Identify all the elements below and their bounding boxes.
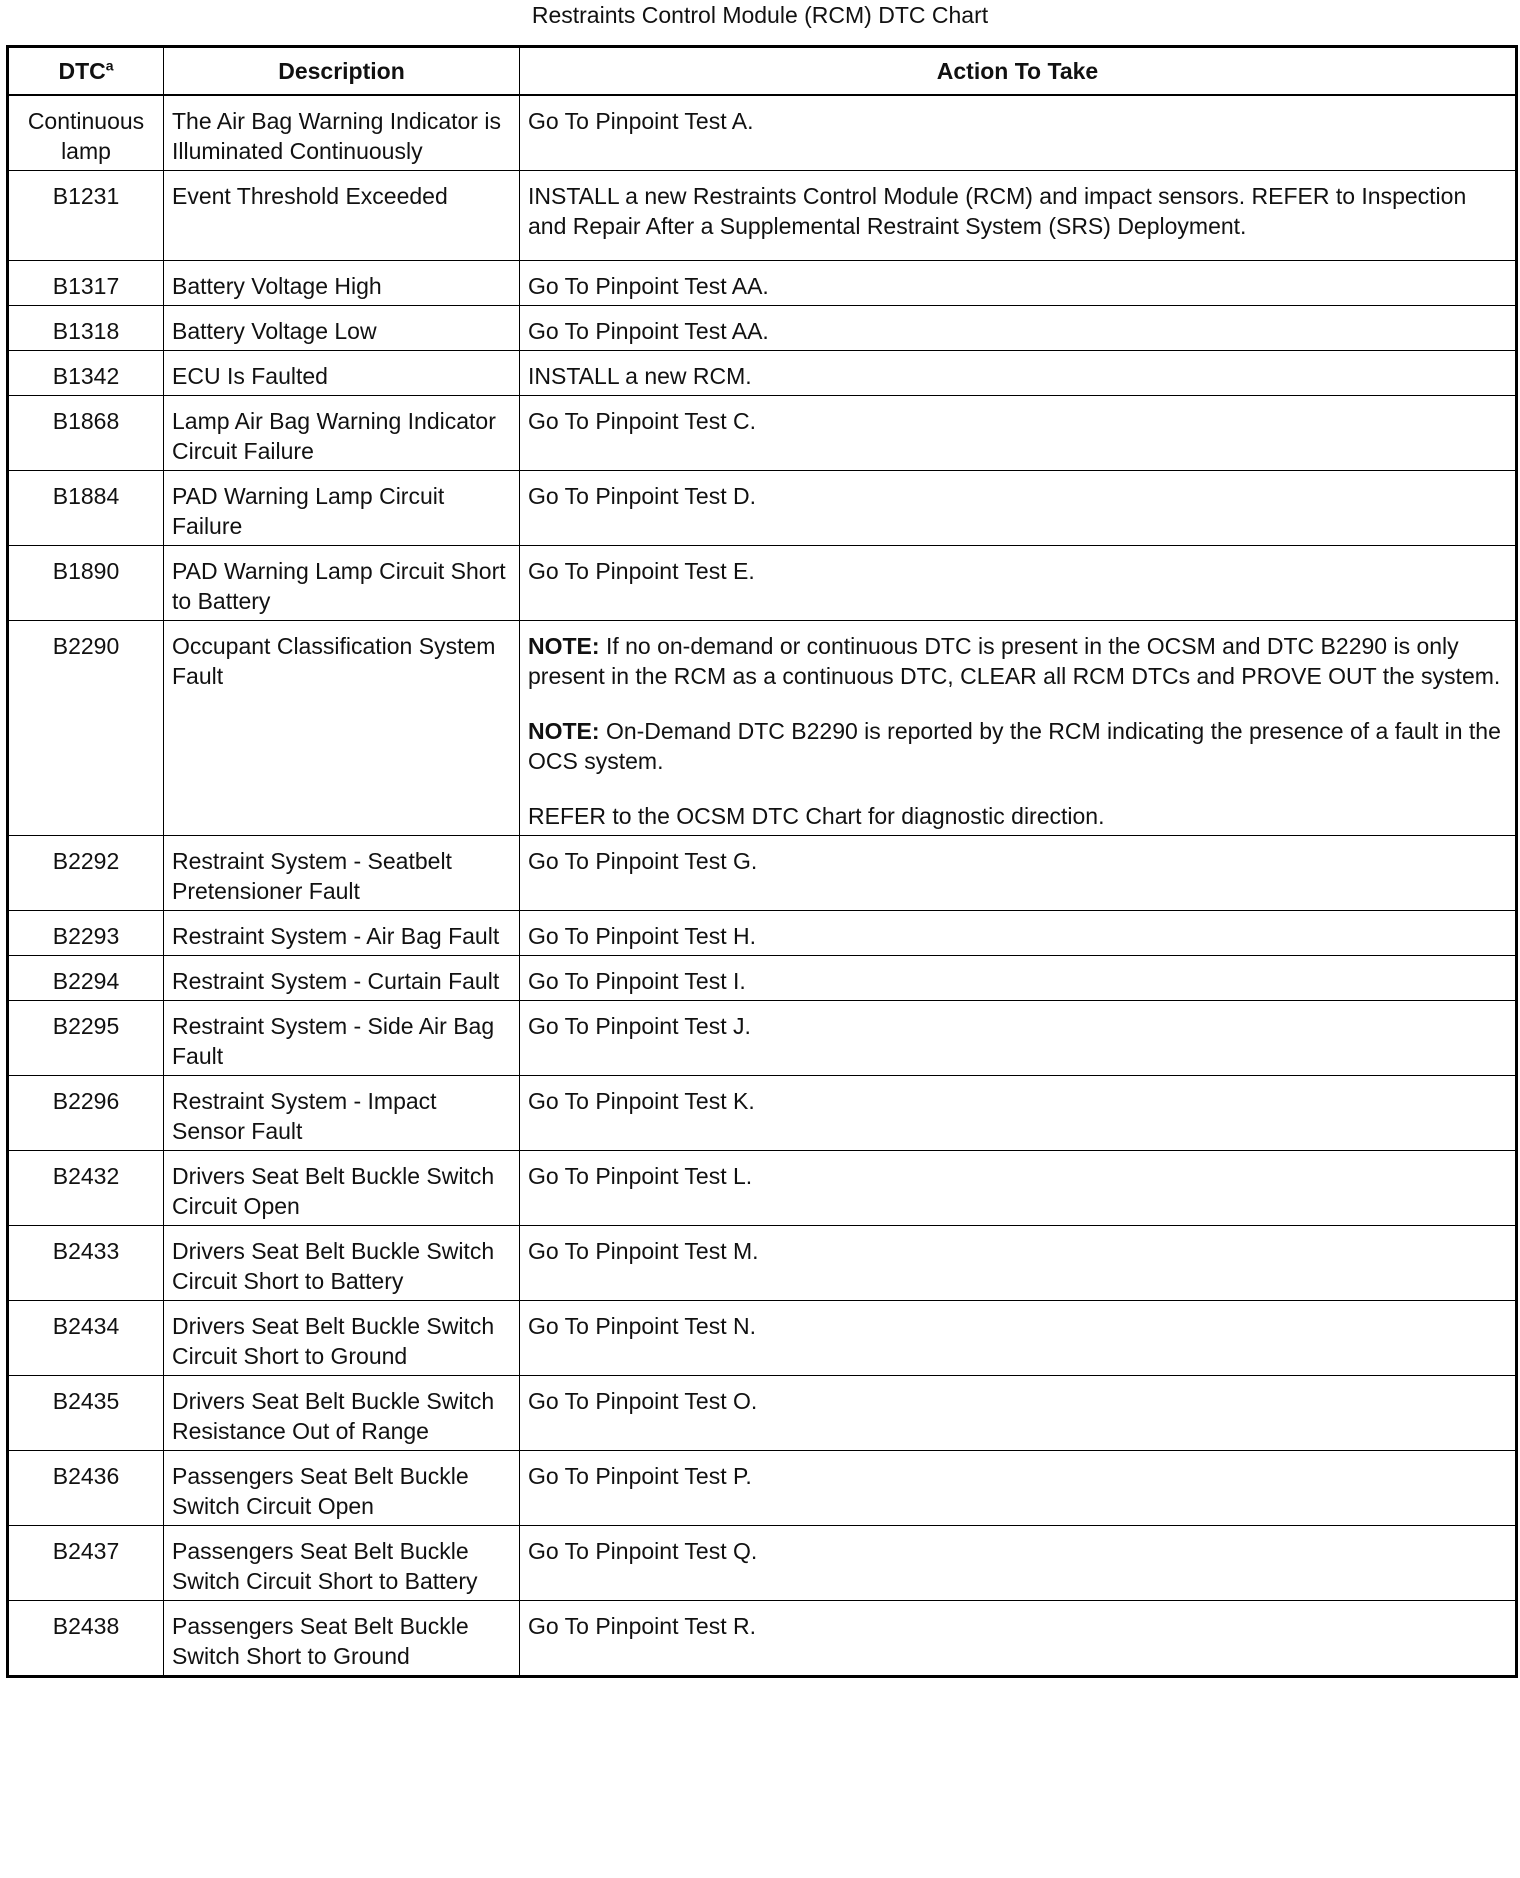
dtc-code: B2438 <box>8 1601 164 1677</box>
dtc-action: Go To Pinpoint Test P. <box>520 1451 1517 1526</box>
dtc-code: B2294 <box>8 956 164 1001</box>
dtc-description: Drivers Seat Belt Buckle Switch Circuit Open <box>164 1151 520 1226</box>
dtc-description: Battery Voltage Low <box>164 306 520 351</box>
dtc-action: Go To Pinpoint Test O. <box>520 1376 1517 1451</box>
action-note <box>528 716 1507 776</box>
table-row <box>8 1301 1517 1376</box>
table-row <box>8 171 1517 261</box>
table-row <box>8 1151 1517 1226</box>
dtc-code: Continuous lamp <box>8 95 164 171</box>
dtc-description: PAD Warning Lamp Circuit Short to Battery <box>164 546 520 621</box>
table-row <box>8 351 1517 396</box>
dtc-action: INSTALL a new Restraints Control Module (RCM) and impact sensors. REFER to Inspection and Repair After a Supplemental Restraint System (SRS) Deployment. <box>520 171 1517 261</box>
dtc-action: Go To Pinpoint Test G. <box>520 836 1517 911</box>
dtc-description: Occupant Classification System Fault <box>164 621 520 836</box>
table-header-row <box>8 47 1517 96</box>
dtc-code: B1342 <box>8 351 164 396</box>
note-text: On-Demand DTC B2290 is reported by the RCM indicating the presence of a fault in the OCS system. <box>528 718 1501 774</box>
dtc-description: Restraint System - Seatbelt Pretensioner Fault <box>164 836 520 911</box>
dtc-code: B1868 <box>8 396 164 471</box>
table-row <box>8 1451 1517 1526</box>
table-row <box>8 306 1517 351</box>
table-row <box>8 836 1517 911</box>
dtc-action <box>520 621 1517 836</box>
dtc-action: Go To Pinpoint Test AA. <box>520 306 1517 351</box>
action-note <box>528 631 1507 691</box>
dtc-action: Go To Pinpoint Test R. <box>520 1601 1517 1677</box>
table-row <box>8 956 1517 1001</box>
dtc-code: B1317 <box>8 261 164 306</box>
table-row <box>8 1526 1517 1601</box>
dtc-code: B2434 <box>8 1301 164 1376</box>
dtc-action: Go To Pinpoint Test Q. <box>520 1526 1517 1601</box>
dtc-table-body <box>8 95 1517 1677</box>
dtc-action: Go To Pinpoint Test H. <box>520 911 1517 956</box>
table-row <box>8 621 1517 836</box>
dtc-description: Restraint System - Curtain Fault <box>164 956 520 1001</box>
table-row <box>8 261 1517 306</box>
table-row <box>8 1076 1517 1151</box>
dtc-action: Go To Pinpoint Test E. <box>520 546 1517 621</box>
table-row <box>8 396 1517 471</box>
dtc-code: B2295 <box>8 1001 164 1076</box>
table-row <box>8 1601 1517 1677</box>
action-note <box>528 801 1507 831</box>
dtc-description: The Air Bag Warning Indicator is Illuminated Continuously <box>164 95 520 171</box>
dtc-code: B2290 <box>8 621 164 836</box>
dtc-code: B1231 <box>8 171 164 261</box>
table-row <box>8 546 1517 621</box>
note-label: NOTE: <box>528 633 600 659</box>
dtc-action: Go To Pinpoint Test N. <box>520 1301 1517 1376</box>
dtc-action: Go To Pinpoint Test M. <box>520 1226 1517 1301</box>
dtc-description: Restraint System - Impact Sensor Fault <box>164 1076 520 1151</box>
dtc-description: Lamp Air Bag Warning Indicator Circuit Failure <box>164 396 520 471</box>
table-row <box>8 471 1517 546</box>
page-title: Restraints Control Module (RCM) DTC Chart <box>531 2 989 28</box>
dtc-code: B1318 <box>8 306 164 351</box>
header-dtc-label: DTC <box>58 58 106 84</box>
dtc-code: B2435 <box>8 1376 164 1451</box>
dtc-description: Restraint System - Side Air Bag Fault <box>164 1001 520 1076</box>
dtc-action: Go To Pinpoint Test D. <box>520 471 1517 546</box>
dtc-action: Go To Pinpoint Test I. <box>520 956 1517 1001</box>
table-row <box>8 1001 1517 1076</box>
dtc-description: Battery Voltage High <box>164 261 520 306</box>
dtc-code: B2293 <box>8 911 164 956</box>
dtc-action: Go To Pinpoint Test C. <box>520 396 1517 471</box>
dtc-description: Restraint System - Air Bag Fault <box>164 911 520 956</box>
dtc-code: B2296 <box>8 1076 164 1151</box>
dtc-description: Drivers Seat Belt Buckle Switch Resistance Out of Range <box>164 1376 520 1451</box>
dtc-action: Go To Pinpoint Test AA. <box>520 261 1517 306</box>
table-row <box>8 1226 1517 1301</box>
dtc-action: INSTALL a new RCM. <box>520 351 1517 396</box>
dtc-code: B2433 <box>8 1226 164 1301</box>
dtc-table <box>6 45 1518 1678</box>
table-row <box>8 911 1517 956</box>
note-text: If no on-demand or continuous DTC is present in the OCSM and DTC B2290 is only present in the RCM as a continuous DTC, CLEAR all RCM DTCs and PROVE OUT the system. <box>528 633 1501 689</box>
dtc-code: B1884 <box>8 471 164 546</box>
header-dtc <box>8 47 164 96</box>
dtc-description: Drivers Seat Belt Buckle Switch Circuit Short to Ground <box>164 1301 520 1376</box>
dtc-description: PAD Warning Lamp Circuit Failure <box>164 471 520 546</box>
dtc-description: ECU Is Faulted <box>164 351 520 396</box>
table-row <box>8 1376 1517 1451</box>
dtc-description: Event Threshold Exceeded <box>164 171 520 261</box>
dtc-description: Drivers Seat Belt Buckle Switch Circuit Short to Battery <box>164 1226 520 1301</box>
dtc-action: Go To Pinpoint Test K. <box>520 1076 1517 1151</box>
dtc-code: B2436 <box>8 1451 164 1526</box>
dtc-action: Go To Pinpoint Test J. <box>520 1001 1517 1076</box>
dtc-description: Passengers Seat Belt Buckle Switch Short to Ground <box>164 1601 520 1677</box>
dtc-code: B2437 <box>8 1526 164 1601</box>
dtc-action: Go To Pinpoint Test L. <box>520 1151 1517 1226</box>
dtc-description: Passengers Seat Belt Buckle Switch Circuit Open <box>164 1451 520 1526</box>
note-label: NOTE: <box>528 718 600 744</box>
dtc-code: B2432 <box>8 1151 164 1226</box>
header-action: Action To Take <box>520 47 1517 96</box>
dtc-code: B1890 <box>8 546 164 621</box>
dtc-description: Passengers Seat Belt Buckle Switch Circuit Short to Battery <box>164 1526 520 1601</box>
header-description: Description <box>164 47 520 96</box>
dtc-code: B2292 <box>8 836 164 911</box>
note-text: REFER to the OCSM DTC Chart for diagnostic direction. <box>528 803 1105 829</box>
dtc-action: Go To Pinpoint Test A. <box>520 95 1517 171</box>
table-row <box>8 95 1517 171</box>
header-dtc-footnote: a <box>105 57 114 74</box>
